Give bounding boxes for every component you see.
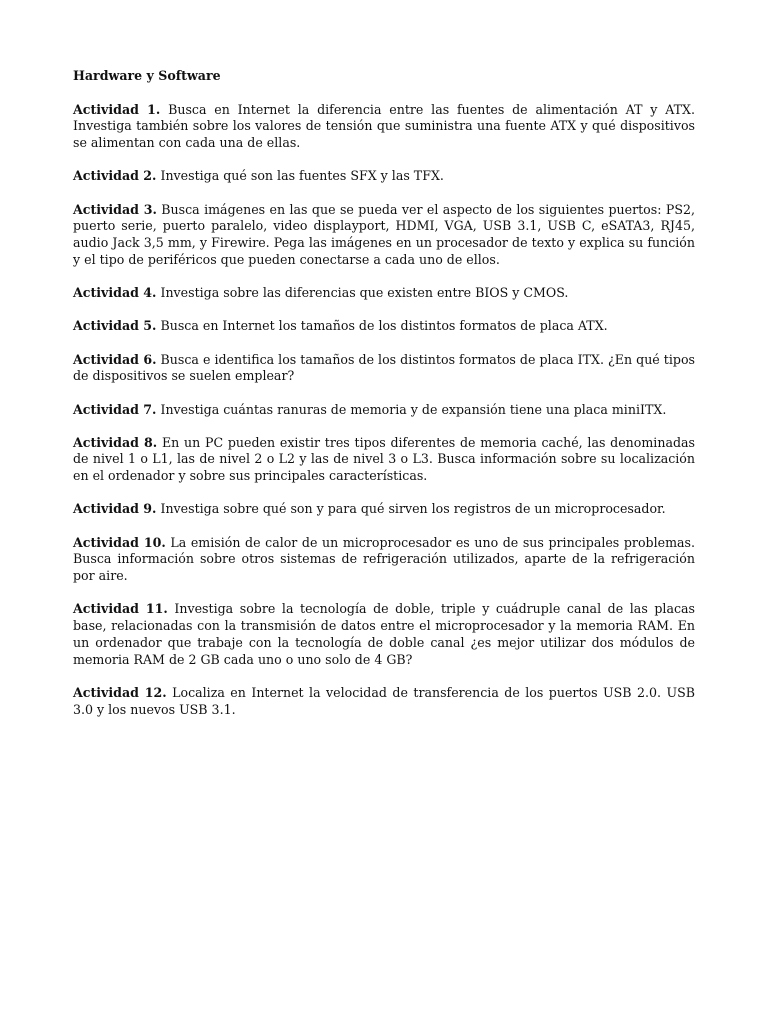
- activity-12-text: Localiza en Internet la velocidad de transferencia de los puertos USB 2.0. USB 3.0 y los nuevos USB 3.1.: [73, 685, 695, 717]
- activity-11-text: Investiga sobre la tecnología de doble, triple y cuádruple canal de las placas base, relacionadas con la transmisión de datos entre el microprocesador y la memoria RAM. En un ordenador que trabaje con la tecnología de doble canal ¿es mejor utilizar dos módulos de memoria RAM de 2 GB cada uno o uno solo de 4 GB?: [73, 601, 695, 667]
- activity-10-text: La emisión de calor de un microprocesador es uno de sus principales problemas. Busca información sobre otros sistemas de refrigeración utilizados, aparte de la refrigeración por aire.: [73, 534, 695, 584]
- activity-2-label: Actividad 2.: [73, 168, 157, 184]
- activity-5: [73, 318, 695, 335]
- activity-10: [73, 535, 695, 585]
- activity-4-label: Actividad 4.: [73, 285, 157, 301]
- activity-6-text: Busca e identifica los tamaños de los distintos formatos de placa ITX. ¿En qué tipos de dispositivos se suelen emplear?: [73, 351, 695, 384]
- activity-7-label: Actividad 7.: [73, 401, 157, 417]
- activity-11-label: Actividad 11.: [73, 601, 168, 617]
- activity-3: [73, 202, 695, 269]
- activity-8: [73, 435, 695, 485]
- activity-5-label: Actividad 5.: [73, 318, 157, 334]
- activity-8-label: Actividad 8.: [73, 434, 158, 450]
- activity-12-label: Actividad 12.: [73, 685, 167, 701]
- activity-4: [73, 285, 695, 302]
- activity-11: [73, 601, 695, 668]
- activity-10-label: Actividad 10.: [73, 534, 166, 550]
- activity-1-text: Busca en Internet la diferencia entre las fuentes de alimentación AT y ATX. Investiga también sobre los valores de tensión que suministra una fuente ATX y qué dispositivos se alimentan con cada una de ellas.: [73, 101, 695, 151]
- activity-3-label: Actividad 3.: [73, 201, 157, 217]
- activity-9: [73, 501, 695, 518]
- activity-7-text: Investiga cuántas ranuras de memoria y de expansión tiene una placa miniITX.: [160, 401, 667, 417]
- activity-1: [73, 102, 695, 152]
- activity-7: [73, 402, 695, 419]
- activity-8-text: En un PC pueden existir tres tipos diferentes de memoria caché, las denominadas de nivel 1 o L1, las de nivel 2 o L2 y las de nivel 3 o L3. Busca información sobre su localización en el ordenador y sobre sus principales características.: [73, 434, 695, 484]
- activity-12: [73, 685, 695, 719]
- activity-9-text: Investiga sobre qué son y para qué sirven los registros de un microprocesador.: [160, 501, 666, 517]
- activity-1-label: Actividad 1.: [73, 101, 161, 117]
- activity-2: [73, 168, 695, 185]
- activity-6: [73, 352, 695, 386]
- activity-9-label: Actividad 9.: [73, 501, 157, 517]
- activity-2-text: Investiga qué son las fuentes SFX y las TFX.: [160, 168, 444, 184]
- document-title: Hardware y Software: [73, 68, 221, 83]
- activity-6-label: Actividad 6.: [73, 351, 157, 367]
- activity-5-text: Busca en Internet los tamaños de los distintos formatos de placa ATX.: [160, 318, 608, 334]
- activity-3-text: Busca imágenes en las que se pueda ver el aspecto de los siguientes puertos: PS2, puerto serie, puerto paralelo, video displayport, HDMI, VGA, USB 3.1, USB C, eSATA3, RJ45, audio Jack 3,5 mm, y Firewire. Pega las imágenes en un procesador de texto y explica su función y el tipo de periféricos que pueden conectarse a cada uno de ellos.: [73, 201, 695, 267]
- activity-4-text: Investiga sobre las diferencias que existen entre BIOS y CMOS.: [160, 285, 569, 301]
